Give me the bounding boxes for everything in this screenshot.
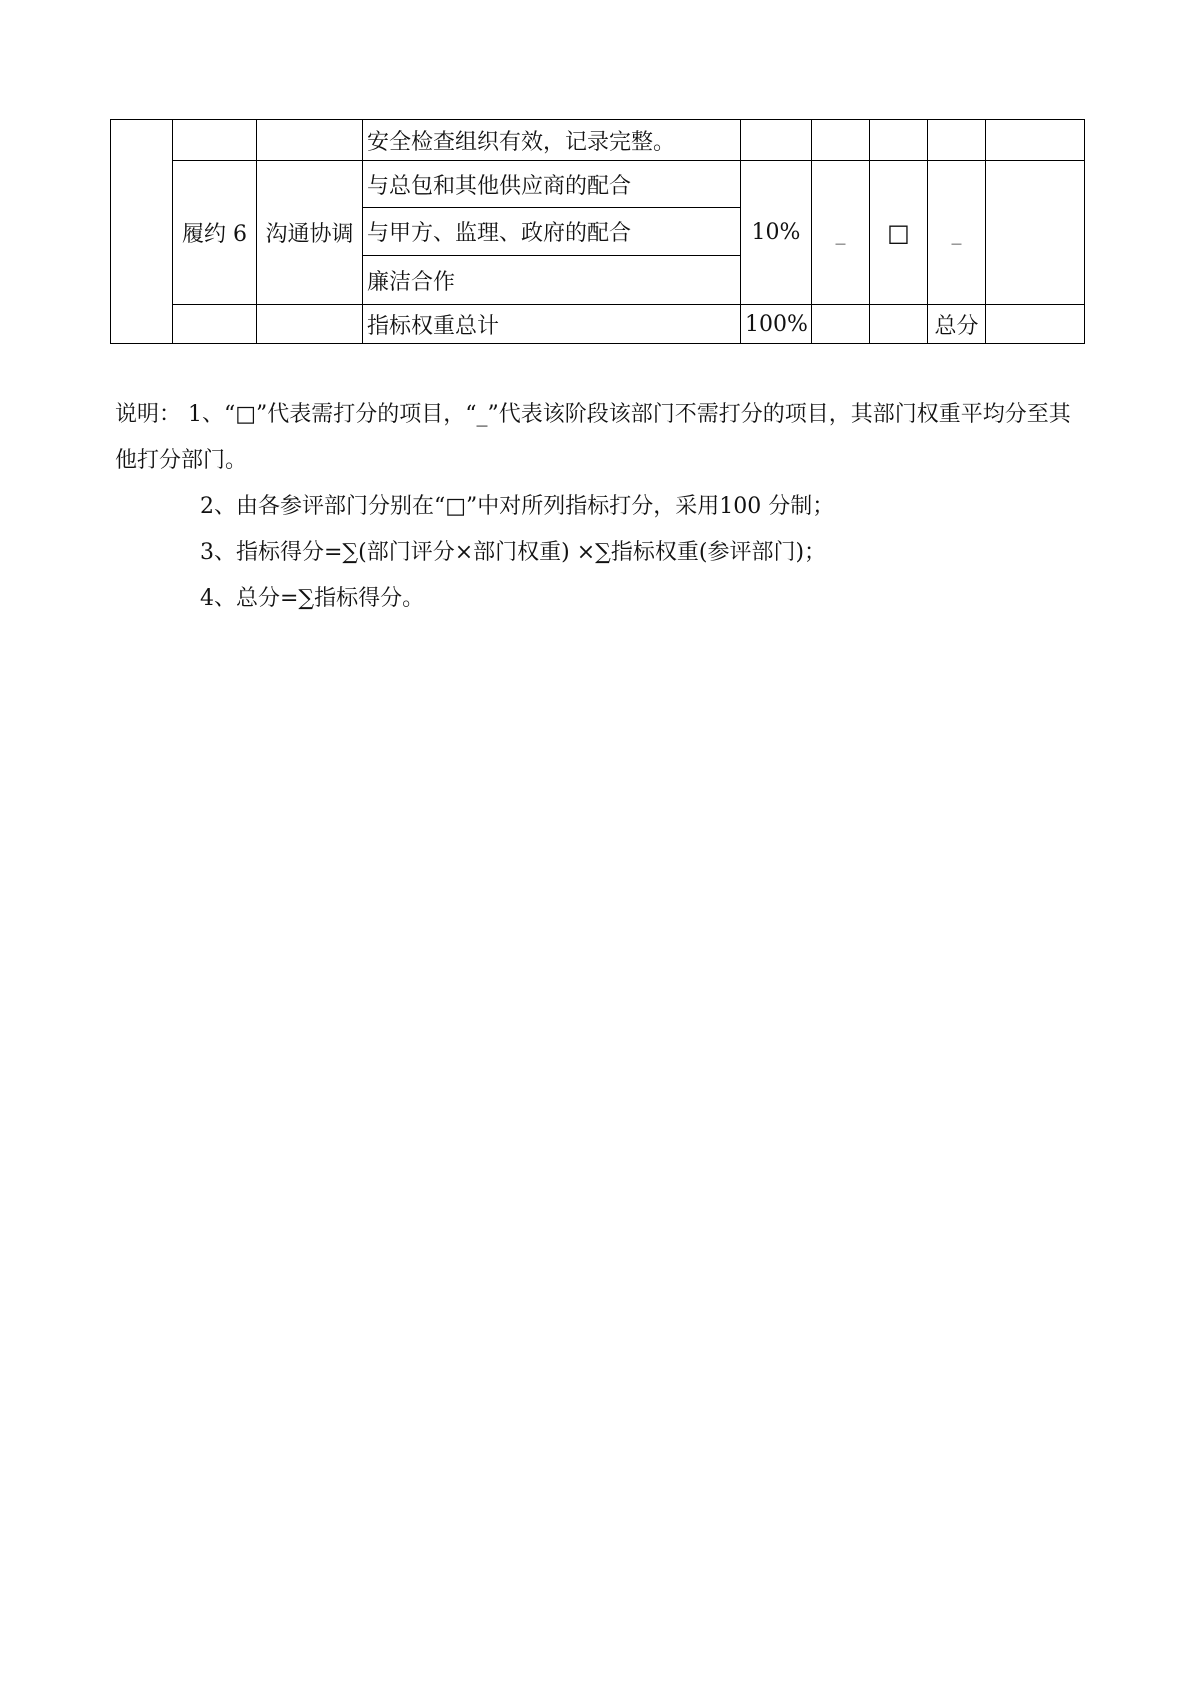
note-3: 3、指标得分=∑(部门评分×部门权重) ×∑指标权重(参评部门)； (200, 540, 827, 565)
item-cooperation-owner: 与甲方、监理、政府的配合 (363, 208, 741, 256)
note-1: 说明： 1、“□”代表需打分的项目，“_”代表该阶段该部门不需打分的项目，其部门权重平均分至其他打分部门。 (115, 402, 1071, 473)
item-integrity: 廉洁合作 (363, 256, 741, 305)
dept3-cell (928, 120, 986, 161)
table-row-total (111, 305, 1085, 344)
item-cooperation-contractor: 与总包和其他供应商的配合 (363, 161, 741, 208)
note-2: 2、由各参评部门分别在“□”中对所列指标打分，采用100 分制； (200, 494, 835, 519)
category-cell-comm: 沟通协调 (257, 161, 363, 305)
outer-category-cell (111, 120, 173, 344)
category-cell-total (257, 305, 363, 344)
dept2-cell (870, 120, 928, 161)
total-score-label: 总分 (928, 305, 986, 344)
dept3-not-required-mark: _ (928, 161, 986, 305)
evaluation-table (110, 119, 1085, 344)
dept1-not-required-mark: _ (812, 161, 870, 305)
weight-cell-comm: 10% (741, 161, 812, 305)
dept2-score-box[interactable]: □ (870, 161, 928, 305)
score-cell-comm (986, 161, 1085, 305)
notes-section (115, 392, 1085, 622)
total-score-value (986, 305, 1085, 344)
index-cell-total (173, 305, 257, 344)
dept1-cell (812, 120, 870, 161)
dept2-cell-total (870, 305, 928, 344)
dept1-cell-total (812, 305, 870, 344)
table-row-comm-1 (111, 161, 1085, 208)
table-row-safety (111, 120, 1085, 161)
item-safety-check: 安全检查组织有效，记录完整。 (363, 120, 741, 161)
index-cell-comm: 履约 6 (173, 161, 257, 305)
score-cell (986, 120, 1085, 161)
note-4: 4、总分=∑指标得分。 (200, 586, 425, 611)
index-cell (173, 120, 257, 161)
weight-cell (741, 120, 812, 161)
total-weight-label: 指标权重总计 (363, 305, 741, 344)
category-cell (257, 120, 363, 161)
total-weight-value: 100% (741, 305, 812, 344)
